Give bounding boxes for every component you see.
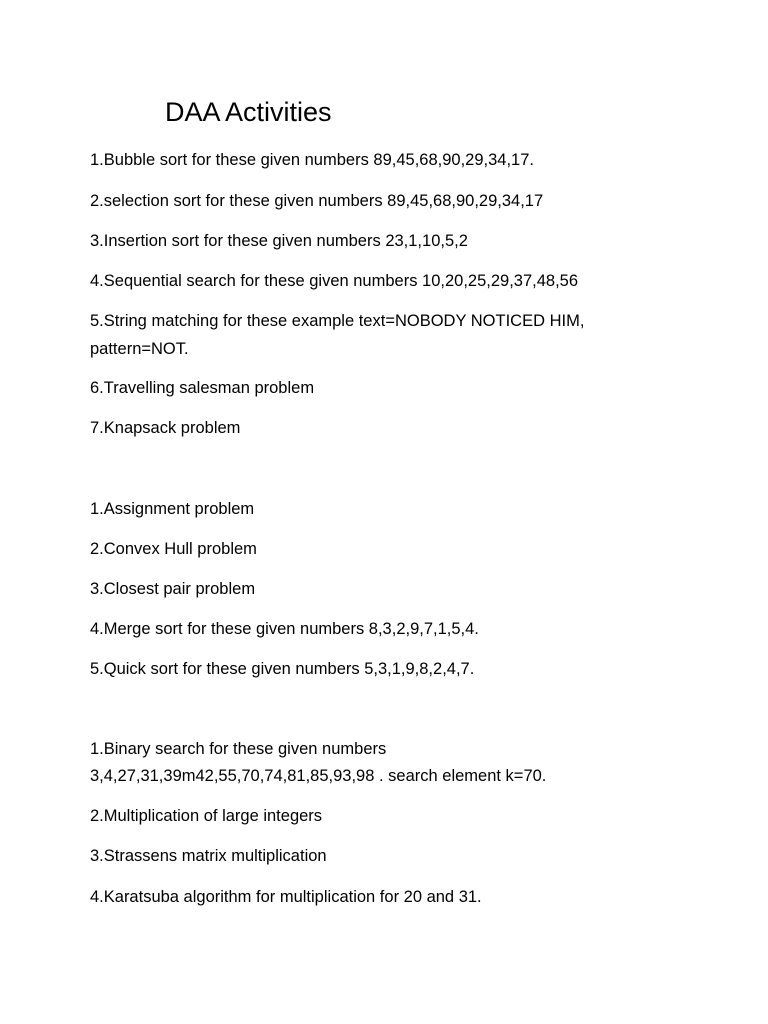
list-item: 7.Knapsack problem xyxy=(90,419,241,437)
list-item: 5.String matching for these example text=NOBODY NOTICED HIM, xyxy=(90,312,585,330)
document-title: DAA Activities xyxy=(165,97,332,127)
list-item: 6.Travelling salesman problem xyxy=(90,379,315,397)
list-item: 2.Convex Hull problem xyxy=(90,540,257,558)
list-item: 3.Closest pair problem xyxy=(90,580,256,598)
list-item: 2.Multiplication of large integers xyxy=(90,807,323,825)
list-item: 1.Bubble sort for these given numbers 89,45,68,90,29,34,17. xyxy=(90,151,534,169)
list-item: 3.Strassens matrix multiplication xyxy=(90,847,327,865)
list-item: 1.Assignment problem xyxy=(90,500,255,518)
list-item-continuation: pattern=NOT. xyxy=(90,340,189,358)
list-item-continuation: 3,4,27,31,39m42,55,70,74,81,85,93,98 . search element k=70. xyxy=(90,767,547,785)
list-item: 4.Karatsuba algorithm for multiplication for 20 and 31. xyxy=(90,888,482,906)
list-item: 4.Merge sort for these given numbers 8,3,2,9,7,1,5,4. xyxy=(90,620,479,638)
list-item: 4.Sequential search for these given numbers 10,20,25,29,37,48,56 xyxy=(90,272,579,290)
list-item: 1.Binary search for these given numbers xyxy=(90,740,387,758)
list-item: 3.Insertion sort for these given numbers 23,1,10,5,2 xyxy=(90,232,468,250)
list-item: 2.selection sort for these given numbers 89,45,68,90,29,34,17 xyxy=(90,192,544,210)
list-item: 5.Quick sort for these given numbers 5,3,1,9,8,2,4,7. xyxy=(90,660,475,678)
